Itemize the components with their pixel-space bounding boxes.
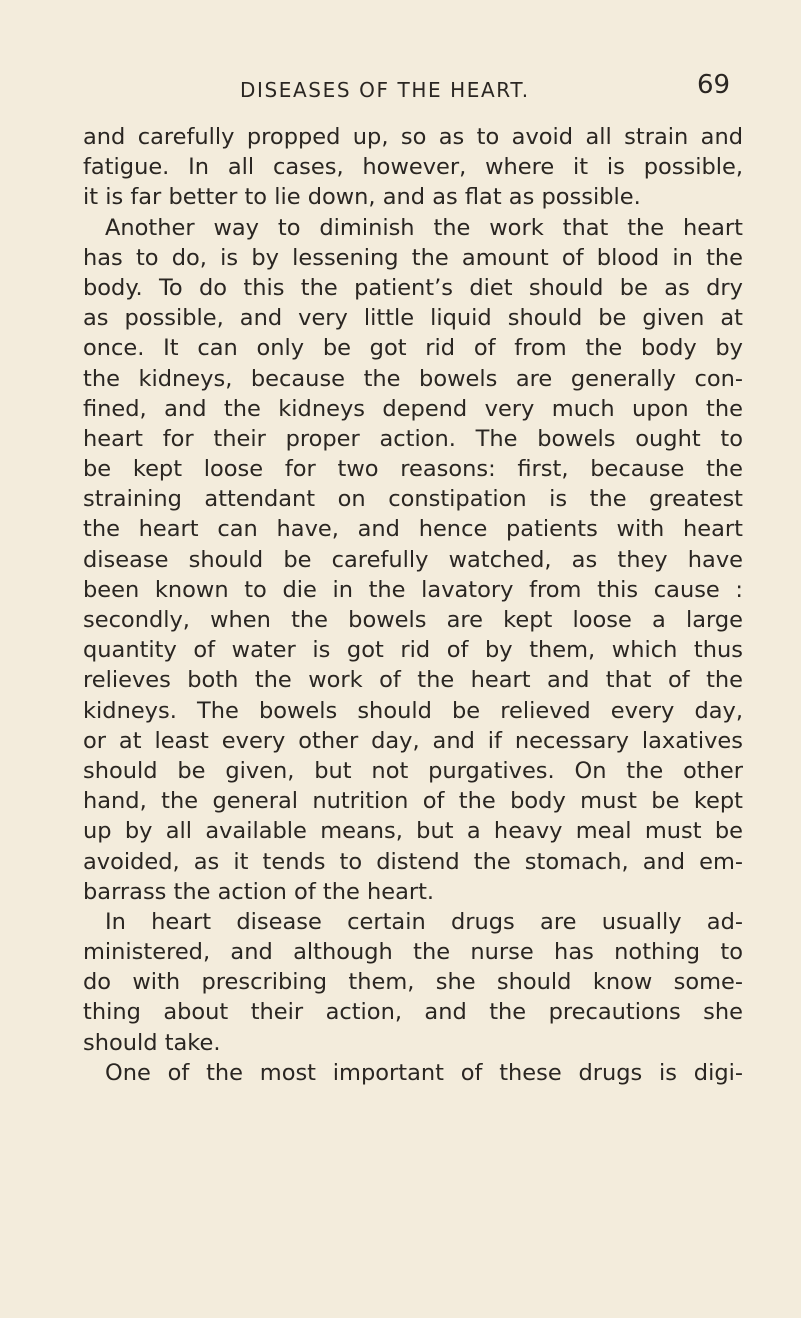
- text-line: avoided, as it tends to distend the stomach, and em-: [83, 848, 743, 875]
- text-line: should be given, but not purgatives. On the other: [83, 757, 743, 784]
- running-head: DISEASES OF THE HEART.: [240, 78, 530, 102]
- text-line: up by all available means, but a heavy meal must be: [83, 818, 743, 845]
- text-line: or at least every other day, and if necessary laxatives: [83, 727, 743, 754]
- text-line: the kidneys, because the bowels are generally con-: [83, 365, 743, 392]
- text-line: do with prescribing them, she should know some-: [83, 969, 743, 996]
- text-line: has to do, is by lessening the amount of blood in the: [83, 244, 743, 271]
- text-line: and carefully propped up, so as to avoid all strain and: [83, 124, 743, 150]
- text-line: One of the most important of these drugs is digi-: [105, 1059, 743, 1086]
- text-line: secondly, when the bowels are kept loose a large: [83, 607, 743, 633]
- text-line: In heart disease certain drugs are usually ad-: [105, 908, 743, 935]
- text-line: fatigue. In all cases, however, where it is possible,: [83, 154, 743, 181]
- text-line: fined, and the kidneys depend very much upon the: [83, 395, 743, 422]
- text-line: should take.: [83, 1029, 221, 1056]
- text-line: relieves both the work of the heart and that of the: [83, 667, 743, 694]
- page-number: 69: [697, 70, 731, 100]
- text-line: been known to die in the lavatory from this cause :: [83, 576, 743, 603]
- text-line: quantity of water is got rid of by them, which thus: [83, 637, 743, 664]
- text-line: heart for their proper action. The bowels ought to: [83, 425, 743, 452]
- text-line: body. To do this the patient’s diet should be as dry: [83, 274, 743, 301]
- text-line: barrass the action of the heart.: [83, 878, 435, 905]
- text-line: be kept loose for two reasons: first, because the: [83, 456, 743, 483]
- text-line: straining attendant on constipation is the greatest: [83, 486, 743, 513]
- text-line: thing about their action, and the precautions she: [83, 999, 743, 1026]
- text-line: the heart can have, and hence patients with heart: [83, 516, 743, 543]
- text-line: as possible, and very little liquid should be given at: [83, 305, 743, 332]
- text-line: it is far better to lie down, and as flat as possible.: [83, 184, 641, 211]
- text-line: hand, the general nutrition of the body must be kept: [83, 788, 743, 815]
- page-header: [100, 70, 740, 110]
- text-line: once. It can only be got rid of from the body by: [83, 335, 743, 362]
- text-line: Another way to diminish the work that the heart: [105, 214, 743, 241]
- text-line: kidneys. The bowels should be relieved every day,: [83, 697, 743, 724]
- text-line: disease should be carefully watched, as they have: [83, 546, 743, 573]
- body-text: [83, 122, 743, 1088]
- text-line: ministered, and although the nurse has nothing to: [83, 939, 743, 966]
